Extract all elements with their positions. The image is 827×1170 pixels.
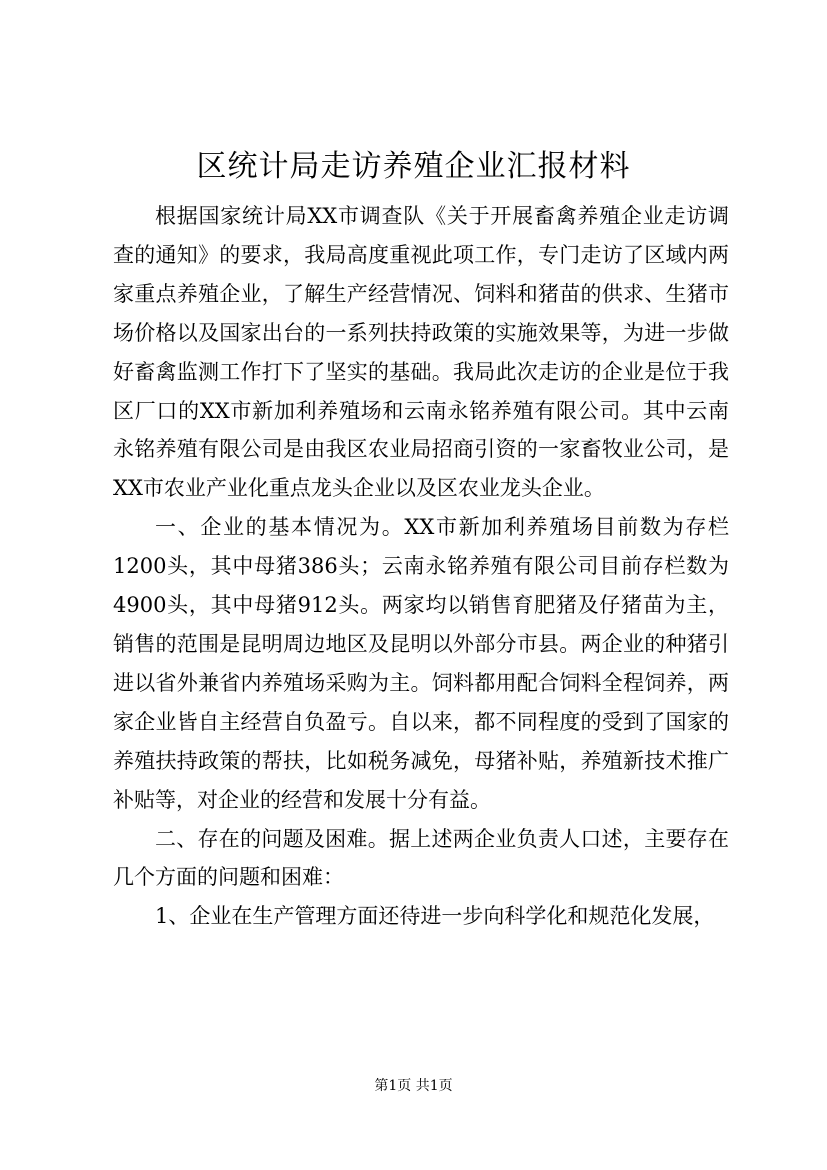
paragraph-problems: 二、存在的问题及困难。据上述两企业负责人口述，主要存在几个方面的问题和困难： [113,826,729,890]
paragraph-intro: 根据国家统计局XX市调查队《关于开展畜禽养殖企业走访调查的通知》的要求，我局高度重视此项工作，专门走访了区域内两家重点养殖企业，了解生产经营情况、饲料和猪苗的供求、生猪市场价格以及国家出台的一系列扶持政策的实施效果等，为进一步做好畜禽监测工作打下了坚实的基础。我局此次走访的企业是位于我区厂口的XX市新加利养殖场和云南永铭养殖有限公司。其中云南永铭养殖有限公司是由我区农业局招商引资的一家畜牧业公司，是XX市农业产业化重点龙头企业以及区农业龙头企业。 [113,204,729,501]
paragraph-basic-situation: 一、企业的基本情况为。XX市新加利养殖场目前数为存栏1200头，其中母猪386头；云南永铭养殖有限公司目前存栏数为4900头，其中母猪912头。两家均以销售育肥猪及仔猪苗为主，销售的范围是昆明周边地区及昆明以外部分市县。两企业的种猪引进以省外兼省内养殖场采购为主。饲料都用配合饲料全程饲养，两家企业皆自主经营自负盈亏。自以来，都不同程度的受到了国家的养殖扶持政策的帮扶，比如税务减免，母猪补贴，养殖新技术推广补贴等，对企业的经营和发展十分有益。 [113,515,729,812]
document-title: 区统计局走访养殖企业汇报材料 [196,149,631,184]
paragraph-problem-1: 1、企业在生产管理方面还待进一步向科学化和规范化发展， [155,904,715,929]
document-body [113,197,729,936]
page-footer: 第1页 共1页 [374,1078,453,1094]
